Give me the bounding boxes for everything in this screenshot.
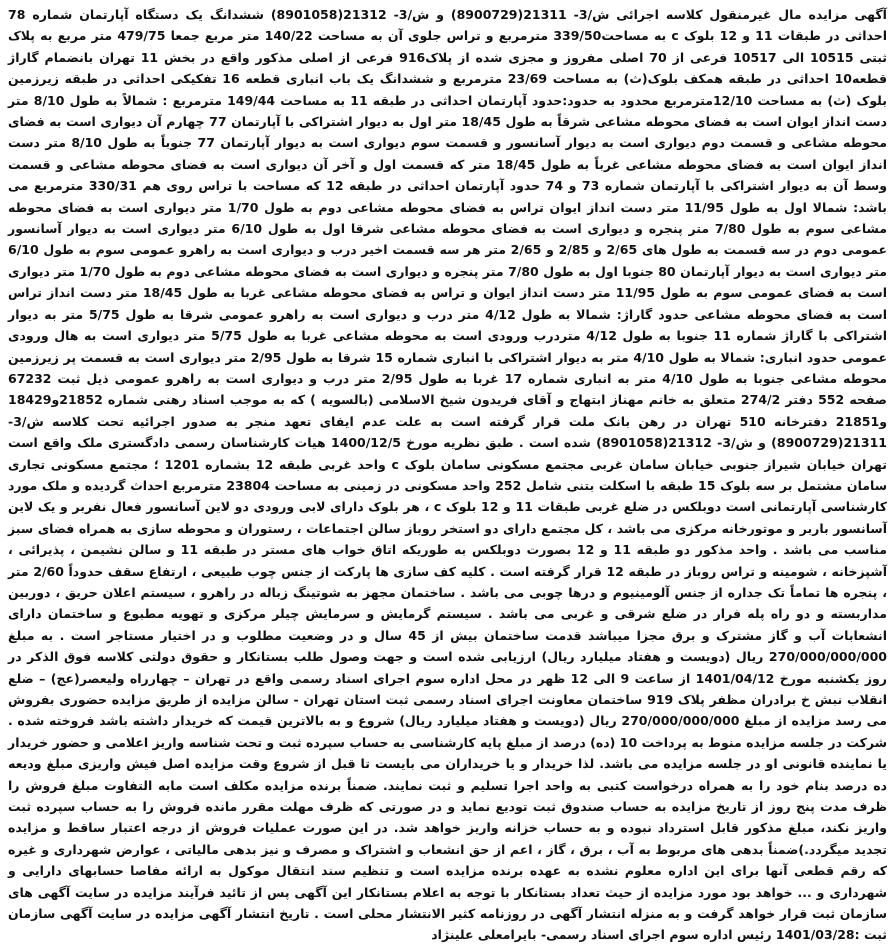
- auction-notice-text: آگهی مزایده مال غیرمنقول کلاسه اجرائی ش/3- 21311(8900729) و ش/3- 21312(8901058) ششدانگ یک دستگاه آپارتمان شماره 78 احداثی در طبقات 11 و 12 بلوک c به مساحت339/50 مترمربع و تراس جلوی آن به مساحت 140/22 متر مربع جمعا 479/75 متر مربع به پلاک ثبتی 10515 الی 10517 فرعی از 70 اصلی مفروز و مجزی شده از پلاک916 فرعی از اصلی مذکور واقع در بخش 11 تهران بانضمام گاراژ قطعه10 احداثی در طبقه همکف بلوک(ث) به مساحت 23/69 مترمربع و ششدانگ یک باب انباری قطعه 16 تفکیکی احداثی در طبقه زیرزمین بلوک (ث) به مساحت 12/10مترمربع محدود به حدود:حدود آپارتمان احداثی در طبقه 11 به مساحت 149/44 مترمربع : شمالاً به طول 8/10 متر دست انداز ایوان است به فضای محوطه مشاعی شرقاً به طول 18/45 متر اول به دیوار اشتراکی با آپارتمان 77 چهارم آن دیواری است به فضای محوطه مشاعی و قسمت دوم دیواری است به دیوار آسانسور و قسمت سوم دیواری است به دیوار آپارتمان 77 جنوباً به طول 8/10 متر دست انداز ایوان است به فضای محوطه مشاعی غرباً به طول 18/45 متر که قسمت اول و آخر آن دیواری است به فضای محوطه مشاعی و قسمت وسط آن به دیوار اشتراکی با آپارتمان شماره 73 و 74 حدود آپارتمان احداثی در طبقه 12 که مساحت با تراس روی هم 330/31 مترمربع می باشد: شمالا اول به طول 11/95 متر دست انداز ایوان تراس به فضای محوطه مشاعی دوم به طول 1/70 متر دیواری است به فضای محوطه مشاعی سوم به طول 7/80 متر پنجره و دیواری است به فضای محوطه مشاعی شرقا اول به طول 6/10 متر دیواری است به دیوار آسانسور عمومی دوم در سه قسمت به طول های 2/65 و 2/85 و 2/65 متر هر سه قسمت اخیر درب و دیواری است به راهرو عمومی سوم به طول 6/10 متر دیواری است به دیوار آپارتمان 80 جنوبا اول به طول 7/80 متر پنجره و دیواری است به فضای محوطه مشاعی دوم به طول 1/70 متر دیواری است به فضای عمومی سوم به طول 11/95 متر دست انداز ایوان و تراس به فضای محوطه مشاعی غربا به طول 18/45 متر دست انداز تراس است به فضای محوطه مشاعی حدود گاراژ: شمالا به طول 4/12 متر درب و دیواری است به راهرو عمومی شرقا به طول 5/75 متر به دیوار اشتراکی با گاراژ شماره 11 جنوبا به طول 4/12 متردرب ورودی است به محوطه مشاعی غربا به طول 5/75 متر دیواری است به هال ورودی عمومی حدود انباری: شمالا به طول 4/10 متر به دیوار اشتراکی با انباری شماره 15 شرقا به طول 2/95 متر دیواری است به قسمت پر زیرزمین محوطه مشاعی جنوبا به طول 4/10 متر به انباری شماره 17 غربا به طول 2/95 متر درب و دیواری است به راهرو عمومی ذیل ثبت 67232 صفحه 552 دفتر 274/2 متعلق به خانم مهناز ابتهاج و آقای فریدون شیخ الاسلامی (بالسویه ) که به موجب اسناد رهنی شماره 21852و18429 و21851 دفترخانه 510 تهران در رهن بانک ملت قرار گرفته است به علت عدم ایفای تعهد منجر به صدور اجرائیه تحت کلاسه ش/3- 21311(8900729) و ش/3- 21312(8901058) شده است . طبق نظریه مورخ 1400/12/5 هیات کارشناسان رسمی دادگستری ملک واقع است تهران خیابان شیراز جنوبی خیابان سامان غربی مجتمع مسکونی سامان بلوک c واحد غربی طبقه 12 بشماره 1201 ؛ مجتمع مسکونی تجاری سامان مشتمل بر سه بلوک 15 طبقه با اسکلت بتنی شامل 252 واحد مسکونی در زمینی به مساحت 23804 مترمربع احداث گردیده و ملک مورد کارشناسی آپارتمانی است دوبلکس در ضلع غربی طبقات 11 و 12 بلوک c ، هر بلوک دارای لابی ورودی دو لاین آسانسور فعال نفربر و یک لاین آسانسور باربر و موتورخانه مرکزی می باشد ، کل مجتمع دارای دو استخر روباز سالن اجتماعات ، رستوران و محوطه سازی به همراه فضای سبز مناسب می باشد . واحد مذکور دو طبقه 11 و 12 بصورت دوبلکس به طوریکه اتاق خواب های مستر در طبقه 11 و سالن نشیمن ، پذیرائی ، آشپزخانه ، شومینه و تراس روباز در طبقه 12 قرار گرفته است . کلیه کف سازی ها پارکت از جنس چوب طبیعی ، ارتفاع سقف حدوداً 2/60 متر ، پنجره ها تماماً تک جداره از جنس آلومینیوم و درها چوبی می باشد . ساختمان مجهز به شوتینگ زباله در راهرو ، سیستم اعلان حریق ، دوربین مداربسته و دو راه پله فرار در ضلع شرقی و غربی می باشد . سیستم گرمایش و سرمایش چیلر مرکزی و تهویه مطبوع و ساختمان دارای انشعابات آب و گاز مشترک و برق مجزا میباشد قدمت ساختمان بیش از 45 سال و در وضعیت مطلوب و در اختیار مستاجر است . به مبلغ 270/000/000/000 ریال (دویست و هفتاد میلیارد ریال) ارزیابی شده است و جهت وصول طلب بستانکار و حقوق دولتی کلاسه فوق الذکر در روز یکشنبه مورخ 1401/04/12 از ساعت 9 الی 12 ظهر در محل اداره سوم اجرای اسناد رسمی واقع در تهران – چهارراه ولیعصر(عج) – ضلع انقلاب نبش خ برادران مظفر پلاک 919 ساختمان معاونت اجرای اسناد رسمی ثبت استان تهران - سالن مزایده از طریق مزایده حضوری بفروش می رسد مزایده از مبلغ 270/000/000/000 ریال (دویست و هفتاد میلیارد ریال) شروع و به بالاترین قیمت که خریدار داشته باشد فروخته شده . شرکت در جلسه مزایده منوط به پرداخت 10 (ده) درصد از مبلغ پایه کارشناسی به حساب سپرده ثبت و تحت شناسه واریز اعلامی و حضور خریدار یا نماینده قانونی او در جلسه مزایده می باشد. لذا خریدار و یا خریداران می بایست تا قبل از شروع وقت مزایده اصل فیش واریزی مبلغ ودیعه ده درصد بنام خود را به همراه درخواست کتبی به واحد اجرا تسلیم و ثبت نمایند. ضمناً برنده مزایده مکلف است مابه التفاوت مبلغ فروش را ظرف مدت پنج روز از تاریخ مزایده به حساب صندوق ثبت تودیع نماید و در صورتی که ظرف مهلت مقرر مانده فروش را به حساب سپرده ثبت واریز نکند، مبلغ مذکور قابل استرداد نبوده و به حساب خزانه واریز خواهد شد. در این صورت عملیات فروش از درجه اعتبار ساقط و مزایده تجدید میگردد.)ضمناً بدهی های مربوط به آب ، برق ، گاز ، اعم از حق انشعاب و اشتراک و مصرف و نیز بدهی مالیاتی ، عوارض شهرداری و غیره که رقم قطعی آنها برای این اداره معلوم نشده به عهده برنده مزایده است و تنظیم سند انتقال موکول به ارائه مفاصا حسابهای دارایی و شهرداری و ... خواهد بود مورد مزایده از حیث تعداد بستانکار با توجه به اعلام بستانکار این آگهی پس از تائید فرآیند مزایده در سایت آگهی های سازمان ثبت قرار خواهد گرفت و به منزله انتشار آگهی در روزنامه کثیر الانتشار محلی است . تاریخ انتشار آگهی مزایده در سایت آگهی سازمان ثبت :1401/03/28 رئیس اداره سوم اجرای اسناد رسمی- بایرامعلی علینژاد: [8, 7, 888, 943]
